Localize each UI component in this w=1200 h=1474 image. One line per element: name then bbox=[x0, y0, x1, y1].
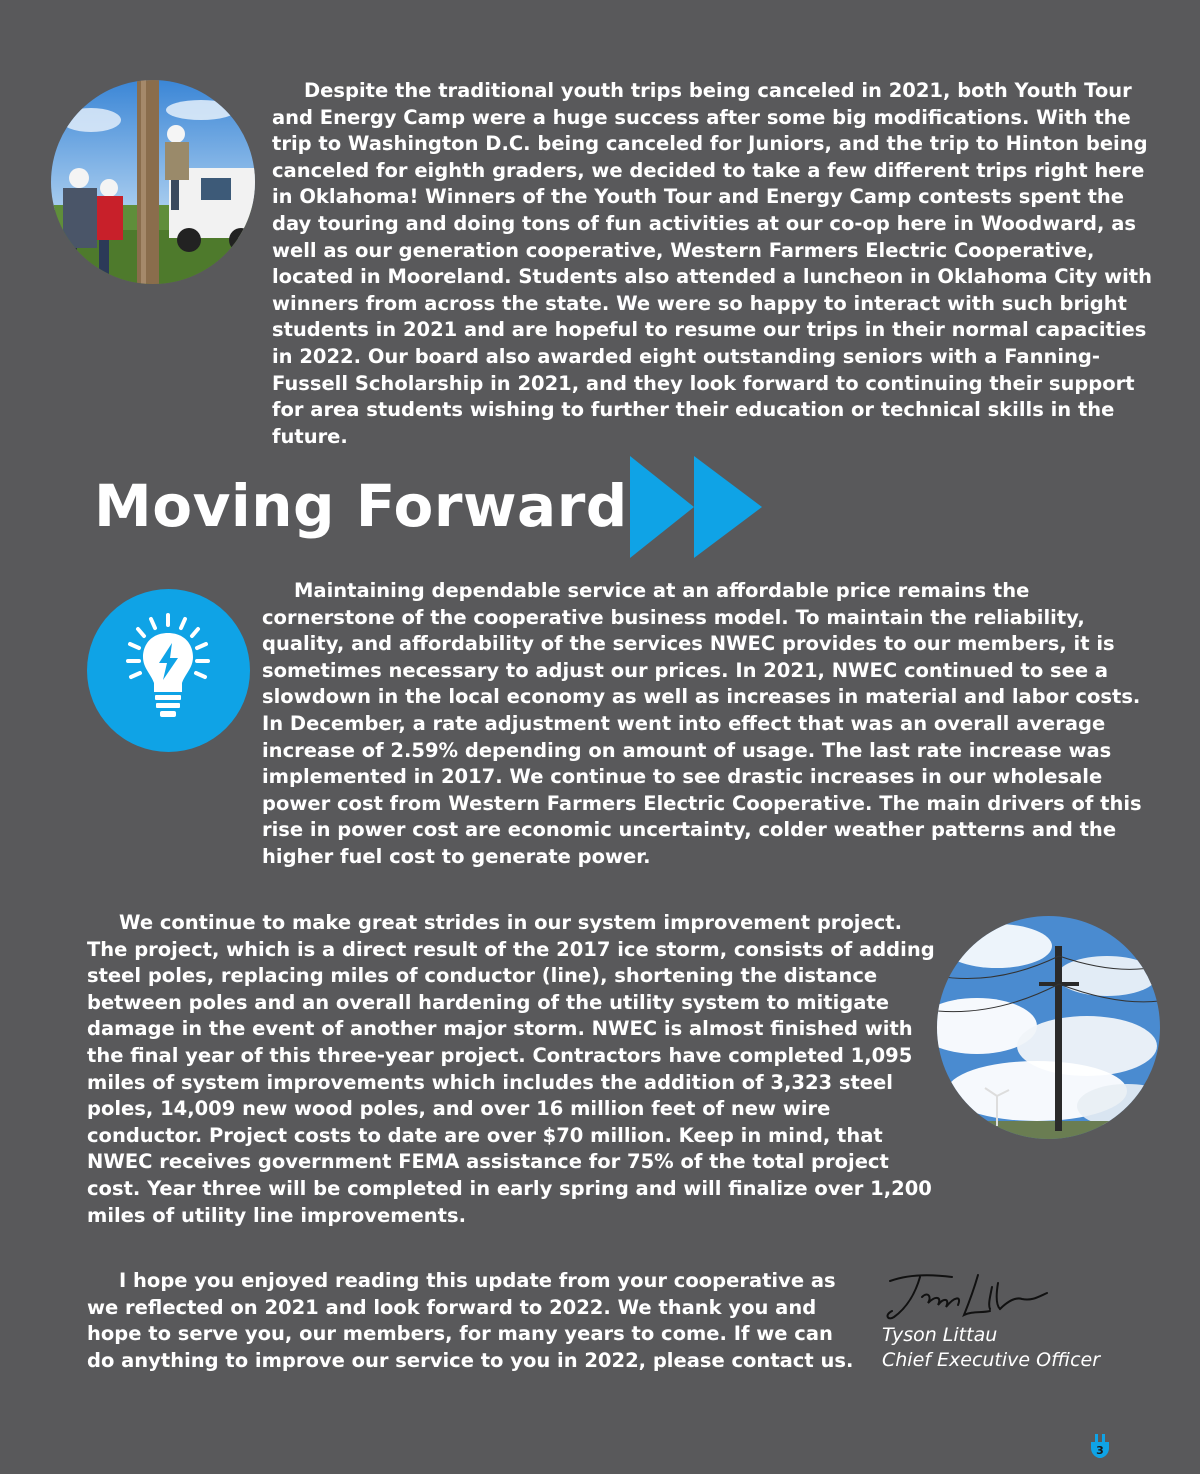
utility-pole-photo bbox=[937, 916, 1160, 1139]
signer-title: Chief Executive Officer bbox=[882, 1349, 1101, 1371]
section-heading: Moving Forward bbox=[94, 472, 628, 540]
rates-paragraph: Maintaining dependable service at an affordable price remains the cornerstone of the cooperative business model. To maintain the reliability, quality, and affordability of the services NWEC provides to our members, it is sometimes necessary to adjust our prices. In 2021, NWEC continued to see a slowdown in the local economy as well as increases in material and labor costs. In December, a rate adjustment went into effect that was an overall average increase of 2.59% depending on amount of usage. The last rate increase was implemented in 2017. We continue to see drastic increases in our wholesale power cost from Western Farmers Electric Cooperative. The main drivers of this rise in power cost are economic uncertainty, colder weather patterns and the higher fuel cost to generate power. bbox=[262, 579, 1142, 868]
lightbulb-icon bbox=[87, 589, 250, 752]
intro-paragraph: Despite the traditional youth trips being canceled in 2021, both Youth Tour and Energy Camp were a huge success after some big modifications. With the trip to Washington D.C. being canceled for Juniors, and the trip to Hinton being canceled for eighth graders, we decided to take a few different trips right here in Oklahoma! Winners of the Youth Tour and Energy Camp contests spent the day touring and doing tons of fun activities at our co-op here in Woodward, as well as our generation cooperative, Western Farmers Electric Cooperative, located in Mooreland. Students also attended a luncheon in Oklahoma City with winners from across the state. We were so happy to interact with such bright students in 2021 and are hopeful to resume our trips in their normal capacities in 2022. Our board also awarded eight outstanding seniors with a Fanning-Fussell Scholarship in 2021, and they look forward to continuing their support for area students wishing to further their education or technical skills in the future. bbox=[272, 79, 1153, 448]
page-number: 3 bbox=[1096, 1444, 1104, 1457]
fast-forward-icon bbox=[628, 454, 768, 560]
closing-paragraph: I hope you enjoyed reading this update from your cooperative as we reflected on 2021 and look forward to 2022. We thank you and hope to serve you, our members, for many years to come. If we can do anything to improve our service to you in 2022, please contact us. bbox=[87, 1269, 854, 1372]
lightbulb-badge bbox=[87, 589, 250, 752]
linemen-photo bbox=[51, 80, 255, 284]
improvement-paragraph: We continue to make great strides in our system improvement project. The project, which is a direct result of the 2017 ice storm, consists of adding steel poles, replacing miles of conductor (line), shortening the distance between poles and an overall hardening of the utility system to mitigate damage in the event of another major storm. NWEC is almost finished with the final year of this three-year project. Contractors have completed 1,095 miles of system improvements which includes the addition of 3,323 steel poles, 14,009 new wood poles, and over 16 million feet of new wire conductor. Project costs to date are over $70 million. Keep in mind, that NWEC receives government FEMA assistance for 75% of the total project cost. Year three will be completed in early spring and will finalize over 1,200 miles of utility line improvements. bbox=[87, 911, 935, 1227]
handwritten-signature bbox=[882, 1267, 1052, 1323]
signer-name: Tyson Littau bbox=[882, 1324, 998, 1346]
plug-icon bbox=[1084, 1430, 1116, 1462]
signature-block bbox=[882, 1267, 1152, 1373]
